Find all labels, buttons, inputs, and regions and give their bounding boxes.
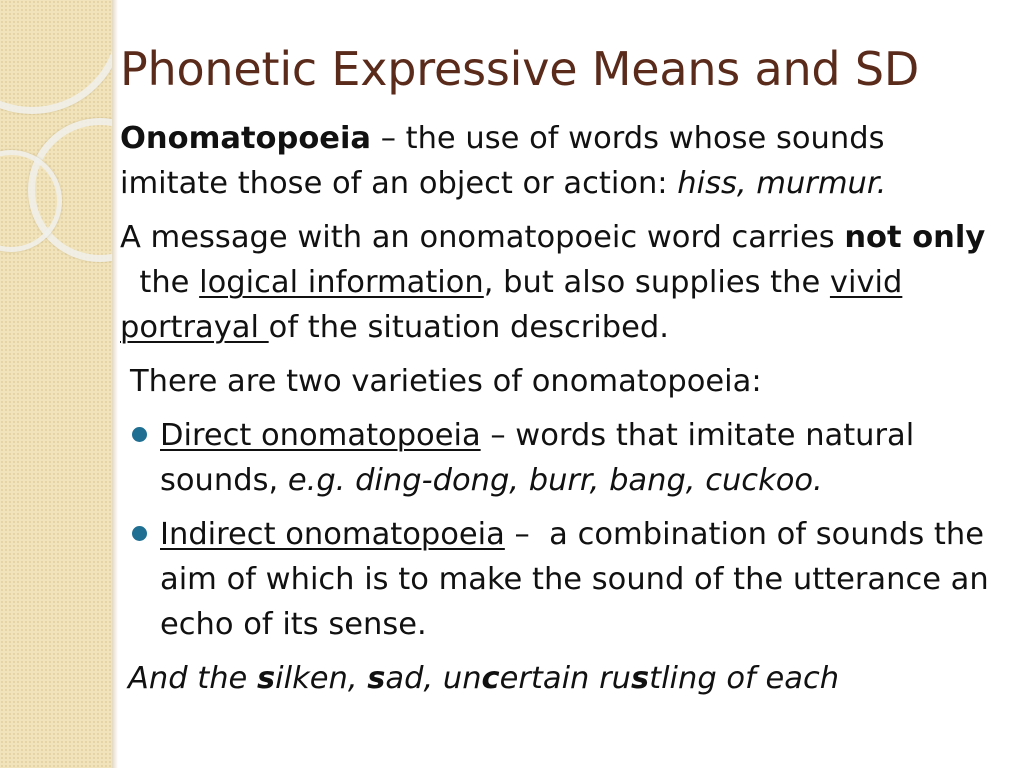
quote-emphasis: c xyxy=(481,661,500,696)
bullet-text: – a combination of sounds the aim of which is to make the sound of the utterance an echo of its sense. xyxy=(160,517,999,642)
quote-text: ad, un xyxy=(385,661,482,696)
quote-emphasis: s xyxy=(630,661,650,696)
quote-text: And the xyxy=(128,661,257,696)
quote-text: tling of each xyxy=(649,661,840,696)
decorative-ring xyxy=(0,0,112,114)
bullet-term: Direct onomatopoeia xyxy=(160,418,481,453)
underlined-phrase: logical information xyxy=(199,265,484,300)
bullet-term: Indirect onomatopoeia xyxy=(160,517,505,552)
varieties-list xyxy=(130,413,1000,647)
bullet-examples: e.g. ding-dong, burr, bang, cuckoo. xyxy=(287,463,823,498)
bullet-icon xyxy=(132,526,147,541)
quote-emphasis: s xyxy=(367,661,386,696)
definition-text: – the use of words whose sounds imitate those of an object or action: xyxy=(120,121,885,201)
message-text: of the situation described. xyxy=(268,310,669,345)
quote-text: ertain ru xyxy=(499,661,631,696)
message-text: , but also supplies the xyxy=(483,265,830,300)
definition-paragraph xyxy=(120,116,1000,206)
list-item xyxy=(130,413,1000,503)
message-bold: not only xyxy=(844,220,986,255)
message-text: the xyxy=(120,265,200,300)
decorative-side-strip xyxy=(0,0,112,768)
list-item xyxy=(130,512,1000,647)
underlined-phrase: vivid portrayal xyxy=(120,265,903,345)
bullet-icon xyxy=(132,427,147,442)
bullet-text: – words that imitate natural sounds, xyxy=(160,418,915,498)
quote-emphasis: s xyxy=(257,661,276,696)
definition-examples: hiss, murmur. xyxy=(677,166,887,201)
message-text: A message with an onomatopoeic word carries xyxy=(120,220,845,255)
quote-text: ilken, xyxy=(275,661,368,696)
varieties-intro: There are two varieties of onomatopoeia: xyxy=(130,364,762,399)
definition-term: Onomatopoeia xyxy=(120,121,371,156)
quote-line xyxy=(128,656,1000,701)
slide-title: Phonetic Expressive Means and SD xyxy=(120,42,920,96)
message-paragraph xyxy=(120,215,1000,350)
slide-body xyxy=(120,116,1000,710)
strip-shadow xyxy=(112,0,118,768)
